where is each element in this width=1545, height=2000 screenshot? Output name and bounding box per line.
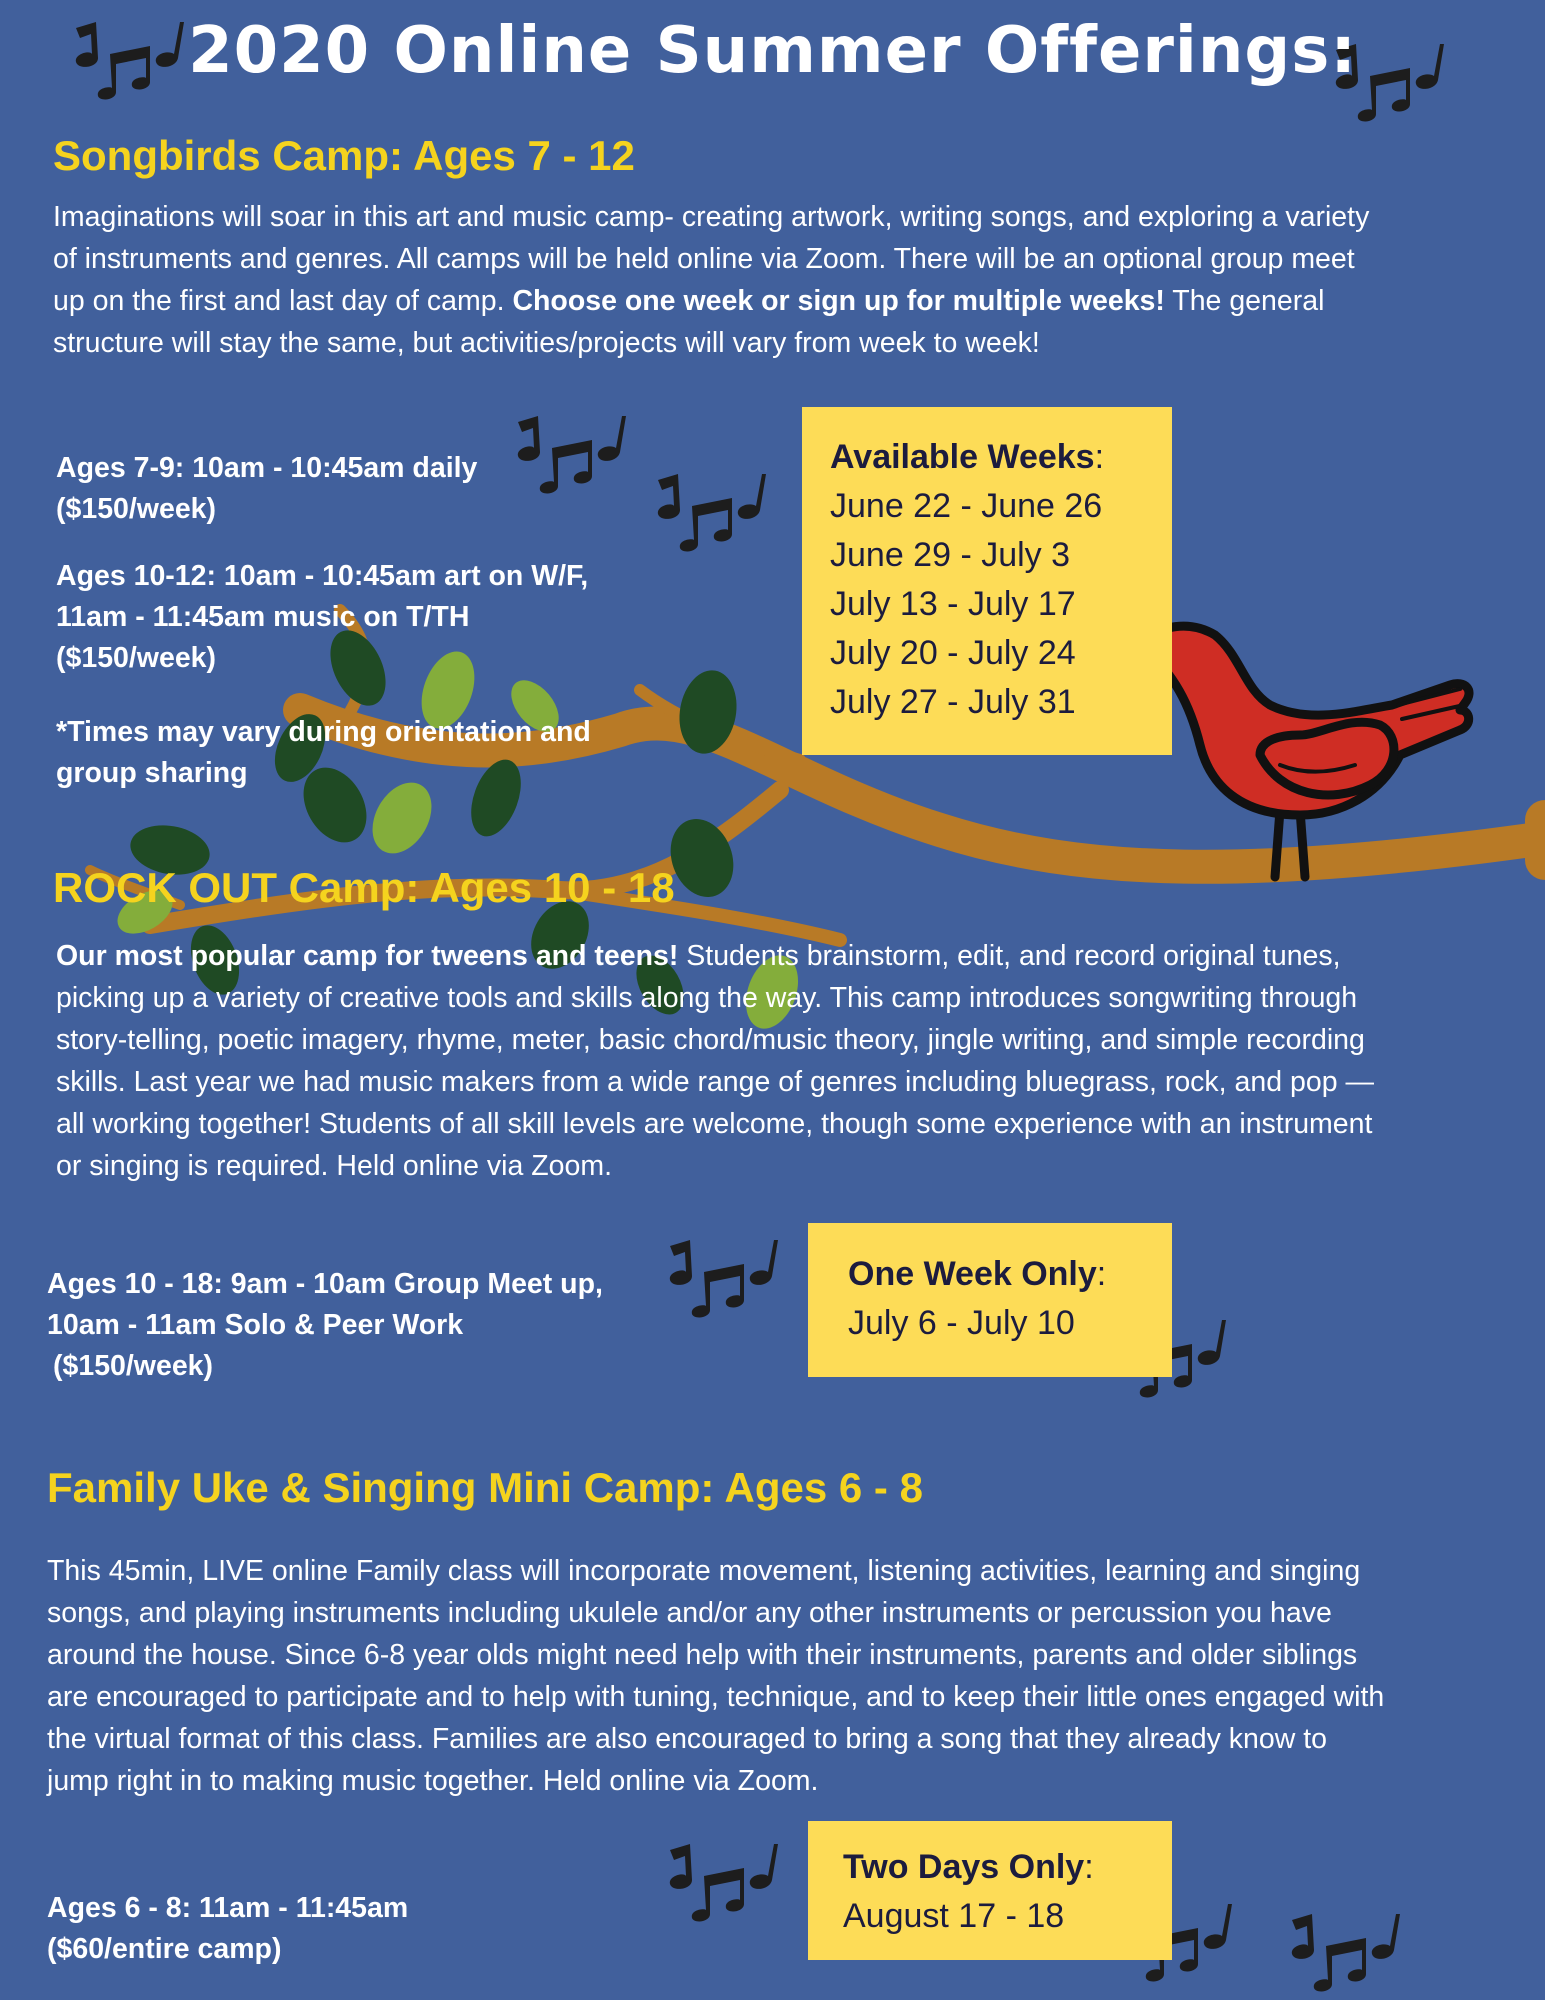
family-schedule-times: Ages 6 - 8: 11am - 11:45am — [47, 1892, 409, 1924]
rockout-schedule — [47, 1264, 617, 1387]
rockout-desc-bold: Our most popular camp for tweens and teens! — [56, 940, 679, 972]
family-schedule — [47, 1888, 647, 1970]
two-days-heading: Two Days Only: — [843, 1848, 1094, 1886]
songbirds-description — [53, 196, 1383, 364]
available-weeks-heading: Available Weeks: — [830, 438, 1105, 476]
rockout-schedule-times: Ages 10 - 18: 9am - 10am Group Meet up, 10am - 11am Solo & Peer Work — [47, 1268, 603, 1341]
family-heading: Family Uke & Singing Mini Camp: Ages 6 - 8 — [47, 1464, 923, 1511]
songbirds-schedule-7-9: Ages 7-9: 10am - 10:45am daily ($150/week) — [56, 452, 478, 525]
one-week-heading: One Week Only: — [848, 1255, 1107, 1293]
rockout-desc-rest: Students brainstorm, edit, and record original tunes, picking up a variety of creative tools and skills along the way. This camp introduces songwriting through story-telling, poetic imagery, rhyme, meter, basic chord/music theory, jingle writing, and simple recording skills. Last year we had music makers from a wide range of genres including bluegrass, rock, and pop — all working together! Students of all skill levels are welcome, though some experience with an instrument or singing is required. Held online via Zoom. — [56, 940, 1374, 1182]
rockout-price: ($150/week) — [53, 1350, 214, 1382]
songbirds-desc-part2: The general structure will stay the same, but activities/projects will vary from week to week! — [53, 285, 1325, 359]
family-price: ($60/entire camp) — [47, 1933, 282, 1965]
family-description: This 45min, LIVE online Family class will incorporate movement, listening activities, learning and singing songs, and playing instruments including ukulele and/or any other instruments or percussion you have around the house. Since 6-8 year olds might need help with their instruments, parents and older siblings are encouraged to participate and to help with tuning, technique, and to keep their little ones engaged with the virtual format of this class. Families are also encouraged to bring a song that they already know to jump right in to making music together. Held online via Zoom. — [47, 1555, 1385, 1797]
music-notes-icon — [662, 1840, 822, 1930]
week-item: June 29 - July 3 — [830, 536, 1071, 574]
songbirds-desc-part1: Imaginations will soar in this art and music camp- creating artwork, writing songs, and exploring a variety of instruments and genres. All camps will be held online via Zoom. There will be an optional group meet up on the first and last day of camp. — [53, 201, 1370, 317]
music-notes-icon — [662, 1236, 822, 1326]
page-title: 2020 Online Summer Offerings: — [188, 14, 1357, 88]
week-item: July 27 - July 31 — [830, 683, 1076, 721]
music-notes-icon — [650, 470, 810, 560]
rockout-description — [56, 935, 1376, 1187]
music-notes-icon — [510, 412, 670, 502]
week-item: June 22 - June 26 — [830, 487, 1103, 525]
bird-illustration — [1130, 615, 1490, 885]
songbirds-schedule-10-12: Ages 10-12: 10am - 10:45am art on W/F, 11am - 11:45am music on T/TH ($150/week) — [56, 560, 589, 674]
one-week-box — [808, 1223, 1172, 1377]
songbirds-note: *Times may vary during orientation and group sharing — [56, 716, 591, 789]
two-days-date: August 17 - 18 — [843, 1897, 1065, 1935]
songbirds-desc-bold: Choose one week or sign up for multiple weeks! — [512, 285, 1165, 317]
two-days-box — [808, 1821, 1172, 1960]
available-weeks-box — [802, 407, 1172, 755]
rockout-heading: ROCK OUT Camp: Ages 10 - 18 — [53, 864, 675, 911]
week-item: July 20 - July 24 — [830, 634, 1076, 672]
songbirds-heading: Songbirds Camp: Ages 7 - 12 — [53, 132, 635, 179]
music-notes-icon — [1284, 1910, 1444, 2000]
one-week-date: July 6 - July 10 — [848, 1304, 1075, 1342]
week-item: July 13 - July 17 — [830, 585, 1076, 623]
